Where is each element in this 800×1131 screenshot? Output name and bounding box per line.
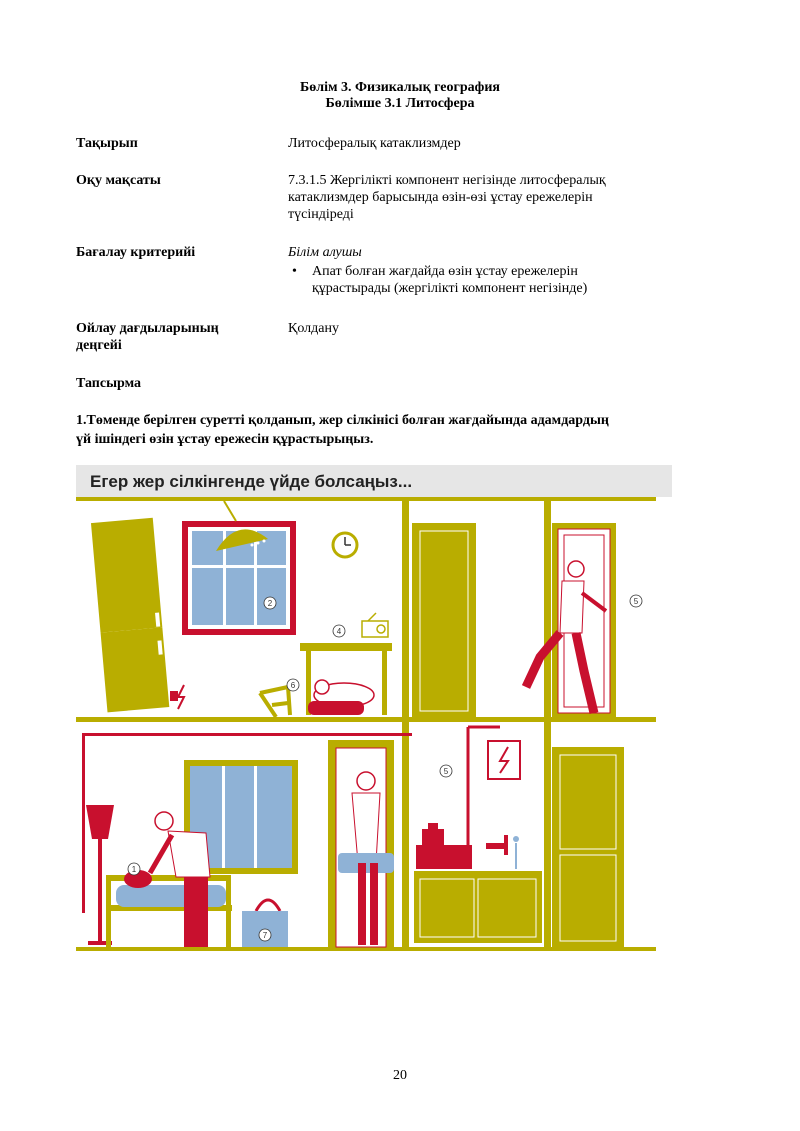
thinking-value: Қолдану [288,321,339,336]
subsection-title: Бөлімше 3.1 Литосфера [325,96,475,111]
kitchen-cabinet-icon [414,871,542,943]
criteria-bullet-line-2: құрастырады (жергілікті компонент негізінде) [312,281,588,296]
marker-7: 7 [262,931,268,940]
criteria-intro: Білім алушы [288,245,362,260]
topic-value: Литосфералық катаклизмдер [288,136,461,151]
earthquake-illustration [76,465,672,955]
marker-1: 1 [131,865,137,874]
criteria-label: Бағалау критерийі [76,245,196,260]
clock-icon [333,533,357,557]
marker-2: 2 [267,599,273,608]
task-line-1: 1.Төменде берілген суретті қолданып, жер сілкінісі болған жағдайында адамдардың [76,413,609,428]
marker-5-bottom: 5 [443,767,449,776]
criteria-bullet-line-1: Апат болған жағдайда өзін ұстау ережелерін [312,264,578,279]
task-line-2: үй ішіндегі өзін ұстау ережесін құрастырыңыз. [76,432,374,447]
marker-4: 4 [336,627,342,636]
thinking-label-line-1: Ойлау дағдыларының [76,321,219,336]
marker-5-top: 5 [633,597,639,606]
topic-label: Тақырып [76,136,138,151]
bottom-right-door-icon [552,747,624,947]
objective-line-1: 7.3.1.5 Жергілікті компонент негізінде литосфералық [288,173,606,188]
task-heading: Тапсырма [76,376,142,391]
objective-label: Оқу мақсаты [76,173,161,188]
marker-6: 6 [290,681,296,690]
bullet-icon: • [292,264,297,279]
section-title: Бөлім 3. Физикалық география [299,80,500,95]
objective-line-3: түсіндіреді [288,207,354,222]
objective-line-2: катаклизмдер барысында өзін-өзі ұстау ережелерін [288,190,593,205]
page-number: 20 [393,1068,407,1083]
door-icon [412,523,476,717]
thinking-label-line-2: деңгейі [76,338,122,353]
illustration-title: Егер жер сілкінгенде үйде болсаңыз... [90,472,413,491]
